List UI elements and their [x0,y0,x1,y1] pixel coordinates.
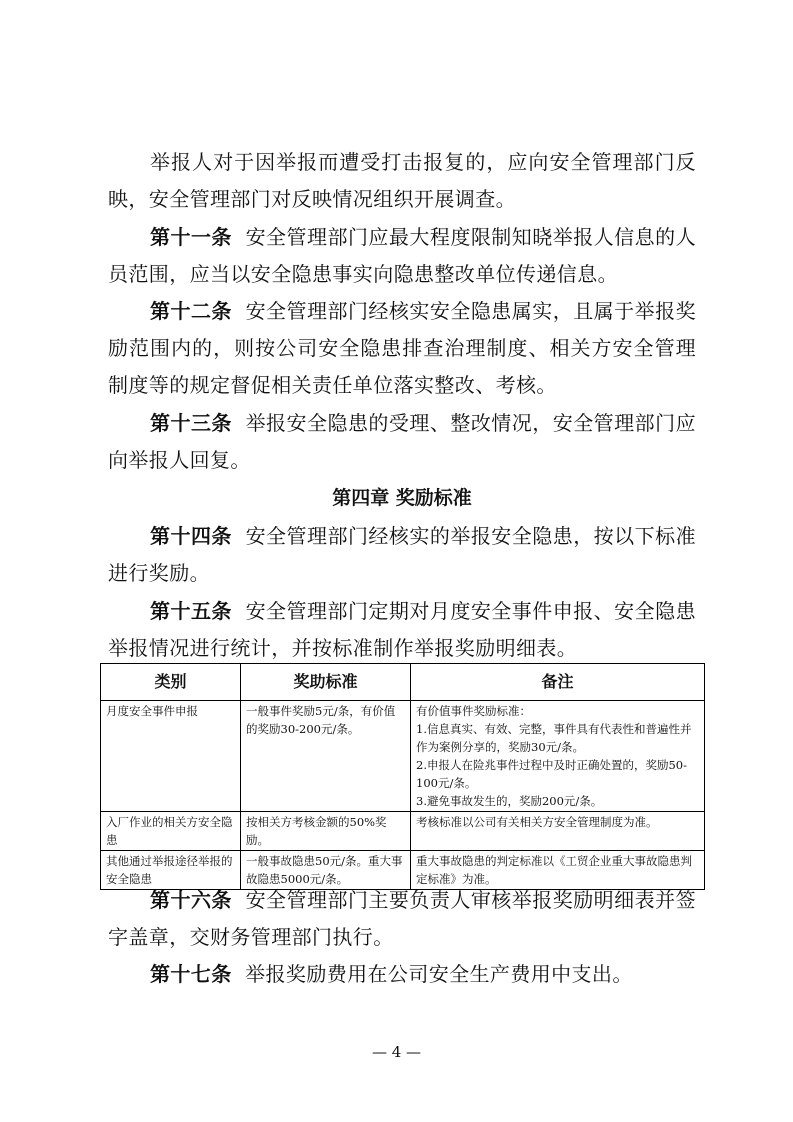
article-text: 举报奖励费用在公司安全生产费用中支出。 [245,962,633,986]
article-14 [108,518,696,592]
remark-line: 重大事故隐患的判定标准以《工贸企业重大事故隐患判定标准》为准。 [416,854,692,886]
article-label: 第十四条 [150,524,232,548]
article-label: 第十六条 [150,888,232,912]
article-label: 第十一条 [150,225,232,249]
article-text: 安全管理部门应最大程度限制知晓举报人信息的人员范围，应当以安全隐患事实向隐患整改单位传递信息。 [108,225,696,286]
article-label: 第十三条 [150,411,232,435]
page-number: — 4 — [371,1043,422,1061]
paragraph-retaliation [108,144,696,218]
article-label: 第十七条 [150,962,232,986]
article-text: 举报安全隐患的受理、整改情况，安全管理部门应向举报人回复。 [108,411,696,472]
header-remarks: 备注 [411,664,705,701]
header-category: 类别 [101,664,241,701]
remark-line: 1.信息真实、有效、完整，事件具有代表性和普遍性并作为案例分享的，奖励30元/条。 [416,722,692,754]
article-17 [108,956,696,993]
article-15 [108,593,696,667]
article-label: 第十二条 [150,299,232,323]
article-label: 第十五条 [150,599,232,623]
article-text: 安全管理部门主要负责人审核举报奖励明细表并签字盖章，交财务管理部门执行。 [108,888,696,949]
remark-line: 2.申报人在险兆事件过程中及时正确处置的，奖励50-100元/条。 [416,758,687,790]
remark-line: 有价值事件奖励标准： [416,704,531,718]
cell-remarks [411,701,705,812]
cell-category: 入厂作业的相关方安全隐患 [101,812,241,851]
article-11 [108,219,696,293]
article-text: 安全管理部门定期对月度安全事件申报、安全隐患举报情况进行统计，并按标准制作举报奖励明细表。 [108,599,696,660]
header-standard: 奖助标准 [241,664,411,701]
table-header-row [101,664,705,701]
article-text: 安全管理部门经核实的举报安全隐患，按以下标准进行奖励。 [108,524,696,585]
article-text: 安全管理部门经核实安全隐患属实，且属于举报奖励范围内的，则按公司安全隐患排查治理制度、相关方安全管理制度等的规定督促相关责任单位落实整改、考核。 [108,299,696,397]
cell-standard: 一般事故隐患50元/条。重大事故隐患5000元/条。 [241,851,411,890]
table-row [101,812,705,851]
cell-remarks [411,812,705,851]
cell-standard: 按相关方考核金额的50%奖励。 [241,812,411,851]
paragraph-text: 举报人对于因举报而遭受打击报复的，应向安全管理部门反映，安全管理部门对反映情况组织开展调查。 [108,150,696,211]
chapter-heading: 第四章 奖励标准 [332,487,472,509]
remark-line: 考核标准以公司有关相关方安全管理制度为准。 [416,815,658,829]
article-12 [108,293,696,404]
cell-standard: 一般事件奖励5元/条，有价值的奖励30-200元/条。 [241,701,411,812]
article-13 [108,405,696,479]
table-row [101,701,705,812]
cell-category: 月度安全事件申报 [101,701,241,812]
cell-category: 其他通过举报途径举报的安全隐患 [101,851,241,890]
article-16 [108,882,696,956]
remark-line: 3.避免事故发生的，奖励200元/条。 [416,794,603,808]
reward-table [100,663,705,890]
